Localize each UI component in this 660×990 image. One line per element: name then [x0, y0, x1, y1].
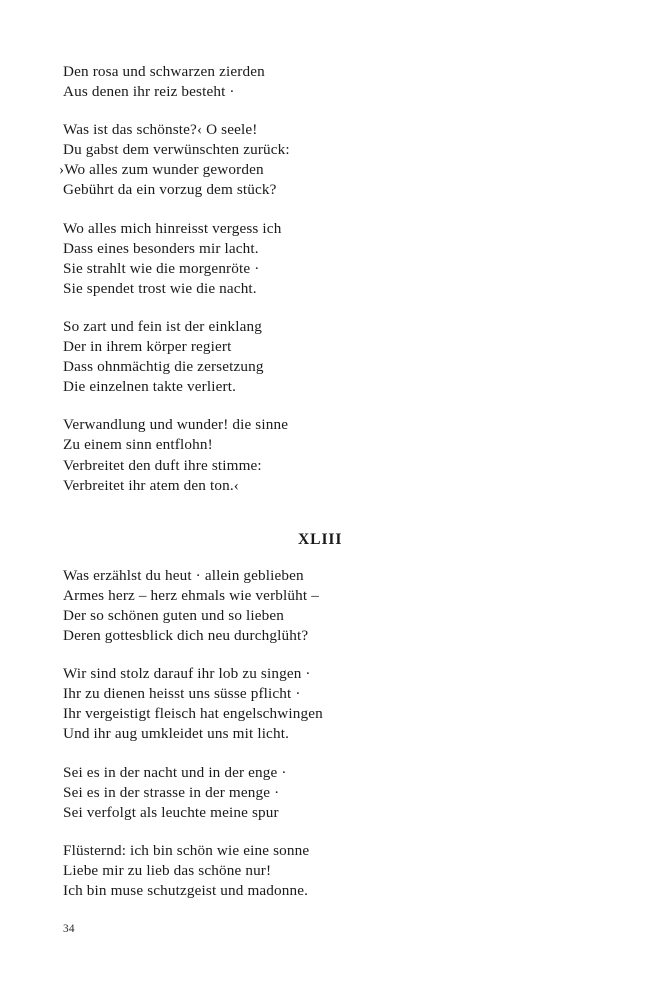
poem-line: Sei es in der nacht und in der enge · — [63, 763, 287, 781]
poem-line: Dass eines besonders mir lacht. — [63, 239, 259, 257]
stanza — [63, 566, 583, 646]
vertical-spacer — [63, 514, 583, 530]
stanza — [63, 664, 583, 744]
page-number: 34 — [63, 923, 75, 935]
poem-line: Verbreitet ihr atem den ton.‹ — [63, 476, 239, 494]
poem-line: Wir sind stolz darauf ihr lob zu singen · — [63, 665, 311, 683]
poem-line: Sie strahlt wie die morgenröte · — [63, 259, 260, 277]
stanza — [63, 841, 583, 901]
section-number-heading: XLIII — [298, 530, 343, 548]
poem-line: Den rosa und schwarzen zierden — [63, 63, 265, 80]
poem-line: So zart und fein ist der einklang — [63, 317, 262, 335]
poem-line: Sei verfolgt als leuchte meine spur — [63, 803, 279, 821]
poem-line: Deren gottesblick dich neu durchglüht? — [63, 627, 309, 645]
poem-line: Armes herz – herz ehmals wie verblüht – — [63, 586, 319, 604]
stanza — [63, 317, 583, 397]
stanza — [59, 120, 583, 200]
stanza — [63, 415, 583, 495]
stanza — [63, 763, 583, 823]
poem-line: Was ist das schönste?‹ O seele! — [63, 121, 258, 139]
stanza — [63, 62, 583, 102]
poem-xliii — [63, 566, 583, 901]
poem-line: Und ihr aug umkleidet uns mit licht. — [63, 725, 290, 743]
poem-line: Dass ohnmächtig die zersetzung — [63, 358, 264, 376]
poem-line: Liebe mir zu lieb das schöne nur! — [63, 861, 272, 879]
stanza — [63, 219, 583, 299]
poem-line: Du gabst dem verwünschten zurück: — [63, 141, 290, 159]
poem-line: Flüsternd: ich bin schön wie eine sonne — [63, 841, 310, 859]
poem-text-body — [59, 62, 583, 919]
poem-line: Aus denen ihr reiz besteht · — [63, 83, 235, 101]
poem-line: Sie spendet trost wie die nacht. — [63, 279, 257, 297]
poem-line: Gebührt da ein vorzug dem stück? — [63, 181, 277, 199]
poem-line: Zu einem sinn entflohn! — [63, 436, 213, 454]
poem-line: Was erzählst du heut · allein geblieben — [63, 566, 304, 584]
poem-line: ›Wo alles zum wunder geworden — [59, 161, 264, 179]
poem-line: Der so schönen guten und so lieben — [63, 606, 285, 624]
poem-line: Sei es in der strasse in der menge · — [63, 783, 280, 801]
poem-line: Wo alles mich hinreisst vergess ich — [63, 219, 282, 237]
poem-line: Ich bin muse schutzgeist und madonne. — [63, 882, 309, 899]
vertical-spacer — [63, 550, 583, 566]
poem-line: Der in ihrem körper regiert — [63, 338, 232, 356]
poem-line: Die einzelnen takte verliert. — [63, 378, 237, 396]
poem-line: Verwandlung und wunder! die sinne — [63, 416, 289, 434]
poem-line: Verbreitet den duft ihre stimme: — [63, 456, 262, 474]
poem-line: Ihr zu dienen heisst uns süsse pflicht · — [63, 685, 301, 703]
poem-continuation — [59, 62, 583, 496]
poem-line: Ihr vergeistigt fleisch hat engelschwingen — [63, 705, 323, 723]
